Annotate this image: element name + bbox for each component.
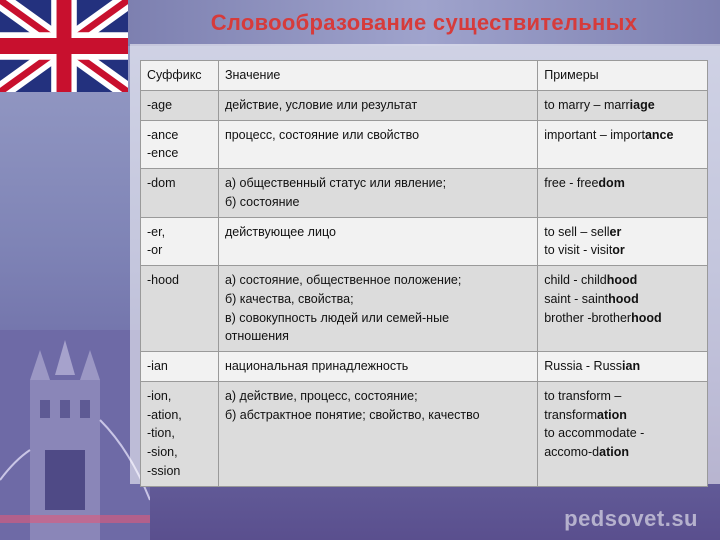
meaning-cell	[218, 352, 537, 382]
meaning-cell	[218, 381, 537, 486]
header-examples: Примеры	[538, 61, 708, 91]
example-line	[544, 174, 701, 193]
suffix-table	[140, 60, 708, 487]
meaning-text: б) качества, свойства;	[224, 291, 354, 306]
suffix-text: -ence	[147, 146, 179, 161]
suffix-text: -ion,	[147, 388, 172, 403]
meaning-text: действующее лицо	[224, 224, 336, 239]
meaning-cell	[218, 90, 537, 120]
example-suffix: iage	[629, 97, 655, 112]
meaning-text: б) состояние	[224, 194, 300, 209]
meaning-text: б) абстрактное понятие; свойство, качество	[224, 407, 480, 422]
examples-cell	[538, 266, 708, 352]
example-suffix: or	[612, 243, 625, 258]
example-suffix: dom	[598, 176, 625, 190]
examples-cell	[538, 381, 708, 486]
meaning-text: а) действие, процесс, состояние;	[224, 388, 418, 403]
example-suffix: hood	[606, 273, 638, 287]
slide-title: Словообразование существительных	[210, 10, 638, 35]
example-line	[544, 126, 701, 145]
example-word: free - free	[544, 176, 599, 190]
examples-cell	[538, 352, 708, 382]
example-word: brother -brother	[544, 310, 632, 325]
table-row	[141, 217, 708, 266]
example-line	[544, 309, 701, 328]
table-row	[141, 352, 708, 382]
examples-cell	[538, 90, 708, 120]
table-row	[141, 266, 708, 352]
meaning-text: национальная принадлежность	[224, 359, 409, 373]
table-row	[141, 120, 708, 169]
suffix-text: -er,	[147, 224, 166, 239]
example-line	[544, 424, 701, 443]
header-meaning: Значение	[218, 61, 537, 91]
suffix-text: -hood	[147, 273, 179, 287]
suffix-cell	[141, 120, 219, 169]
example-line	[544, 387, 701, 406]
tower-bridge-image	[0, 330, 150, 540]
example-suffix: ian	[622, 359, 641, 373]
example-word: accomo-d	[544, 445, 600, 459]
meaning-text: в) совокупность людей или семей-ные	[224, 310, 450, 325]
examples-cell	[538, 120, 708, 169]
suffix-text: -dom	[147, 176, 176, 190]
suffix-cell	[141, 217, 219, 266]
example-suffix: ation	[597, 407, 627, 422]
table-row	[141, 90, 708, 120]
suffix-text: -or	[147, 243, 163, 258]
table-row	[141, 381, 708, 486]
example-suffix: hood	[631, 310, 662, 325]
example-line	[544, 223, 701, 242]
example-suffix: er	[609, 224, 622, 239]
suffix-text: -age	[147, 97, 173, 112]
suffix-cell	[141, 266, 219, 352]
example-word: to marry – marr	[544, 97, 630, 112]
table-header-row	[141, 61, 708, 91]
example-word: saint - saint	[544, 291, 609, 306]
meaning-text: процесс, состояние или свойство	[224, 127, 420, 142]
meaning-cell	[218, 266, 537, 352]
suffix-cell	[141, 352, 219, 382]
example-suffix: ation	[599, 445, 629, 459]
example-line	[544, 290, 701, 309]
watermark: pedsovet.su	[564, 506, 698, 531]
suffix-cell	[141, 381, 219, 486]
suffix-text: -tion,	[147, 426, 175, 441]
examples-cell	[538, 169, 708, 218]
example-line	[544, 271, 701, 290]
suffix-text: -sion,	[147, 445, 178, 459]
suffix-text: -ssion	[147, 463, 181, 478]
suffix-text: -ian	[147, 359, 168, 373]
example-line	[544, 241, 701, 260]
suffix-cell	[141, 90, 219, 120]
uk-flag-image	[0, 0, 128, 92]
meaning-cell	[218, 169, 537, 218]
suffix-text: -ation,	[147, 407, 182, 422]
meaning-cell	[218, 217, 537, 266]
meaning-text: отношения	[224, 329, 289, 344]
meaning-text: действие, условие или результат	[224, 97, 418, 112]
example-word: important – import	[544, 127, 645, 142]
example-word: to accommodate -	[544, 426, 645, 441]
example-word: child - child	[544, 273, 607, 287]
meaning-text: а) состояние, общественное положение;	[224, 273, 462, 287]
meaning-text: а) общественный статус или явление;	[224, 176, 447, 190]
table-row	[141, 169, 708, 218]
example-word: to visit - visit	[544, 243, 613, 258]
example-suffix: hood	[608, 291, 639, 306]
example-suffix: ance	[644, 127, 674, 142]
example-word: Russia - Russ	[544, 359, 623, 373]
example-line	[544, 443, 701, 462]
meaning-cell	[218, 120, 537, 169]
example-line	[544, 406, 701, 425]
example-word: to transform –	[544, 388, 622, 403]
header-suffix: Суффикс	[141, 61, 219, 91]
suffix-text: -ance	[147, 127, 179, 142]
example-line	[544, 357, 701, 376]
example-word: to sell – sell	[544, 224, 610, 239]
example-word: transform	[544, 407, 598, 422]
example-line	[544, 96, 701, 115]
suffix-cell	[141, 169, 219, 218]
examples-cell	[538, 217, 708, 266]
